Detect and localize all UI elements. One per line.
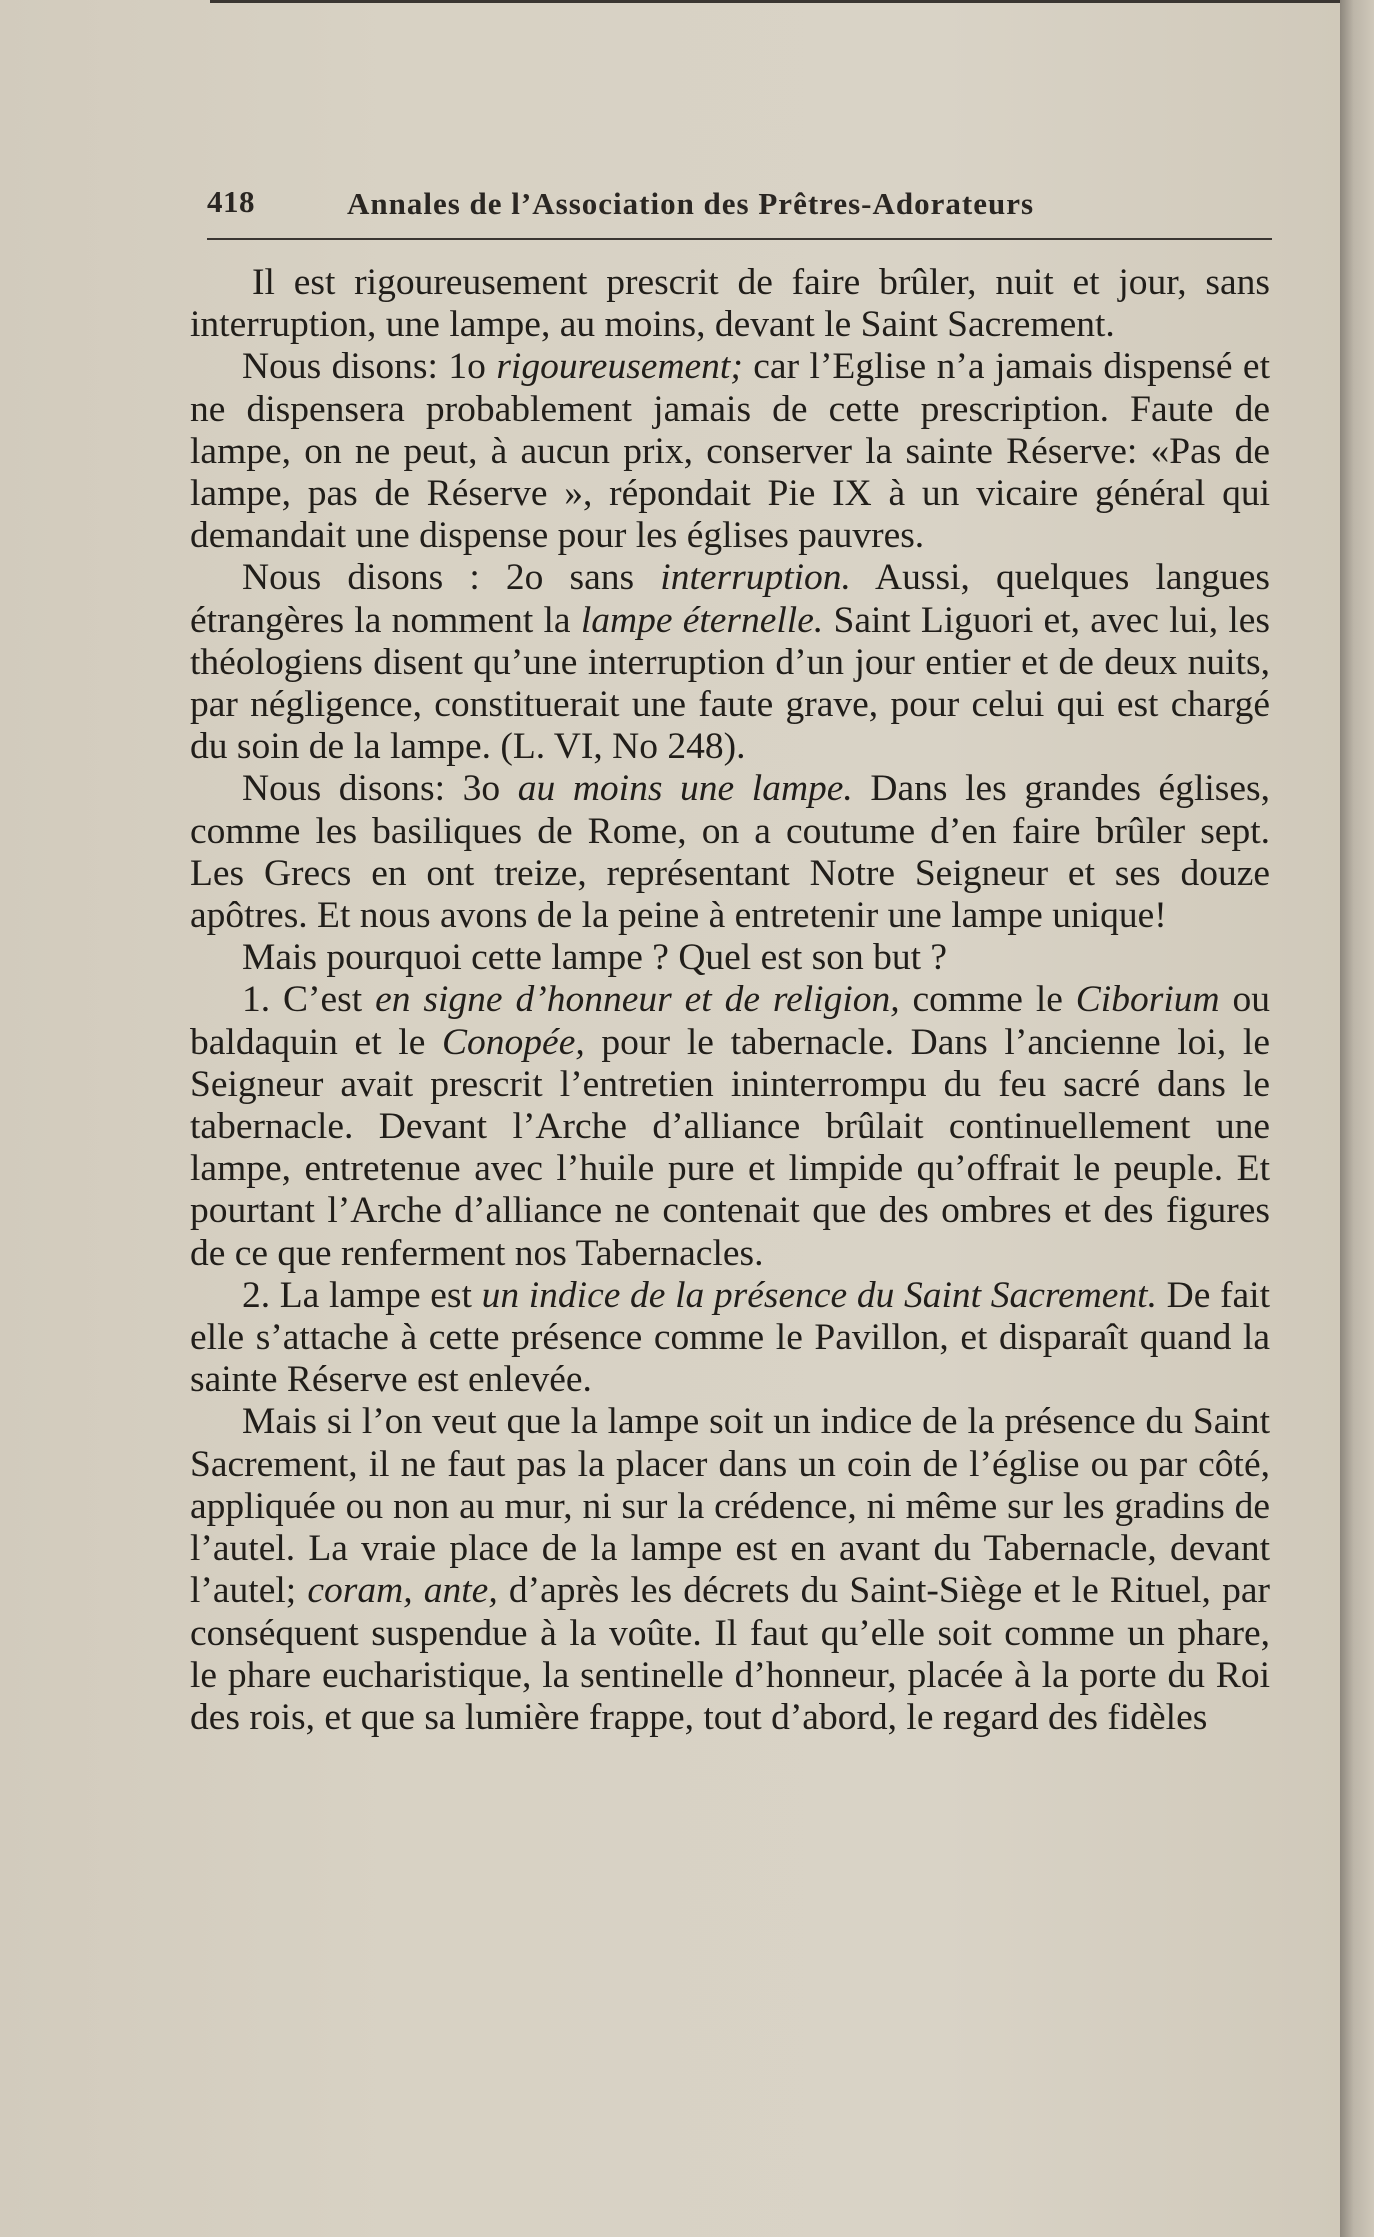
text-span: pour le tabernacle. Dans l’ancienne loi, le Seigneur avait prescrit l’entretien ininterrompu du feu sacré dans le tabernacle. Devant l’Arche d’alliance brûlait continuellement une lampe, entretenue avec l’huile pure et limpide qu’offrait le peuple. Et pourtant l’Arche d’alliance ne contenait que des ombres et des figures de ce que renferment nos Tabernacles. [190, 1021, 1270, 1274]
italic-span: interruption. [660, 557, 851, 599]
text-span: ou baldaquin et le [190, 979, 1270, 1063]
text-span: Dans les grandes églises, comme les basiliques de Rome, on a coutume d’en faire brûler sept. Les Grecs en ont treize, représentant Notre Seigneur et ses douze apôtres. Et nous avons de la peine à entretenir une lampe unique! [190, 768, 1270, 937]
text-span: Mais si l’on veut que la lampe soit un indice de la présence du Saint Sacrement, il ne faut pas la placer dans un coin de l’église ou par côté, appliquée ou non au mur, ni sur la crédence, ni même sur les gradins de l’autel. La vraie place de la lampe est en avant du Tabernacle, devant l’autel; [190, 1401, 1270, 1612]
italic-span: coram, ante, [307, 1570, 498, 1612]
paragraph-3 [190, 557, 1270, 768]
paragraph-5 [190, 937, 1270, 979]
header-rule [207, 238, 1272, 240]
italic-span: Conopée, [442, 1021, 585, 1063]
text-span: comme le [899, 979, 1076, 1021]
paragraph-4 [190, 768, 1270, 937]
text-span: d’après les décrets du Saint-Siège et le Rituel, par conséquent suspendue à la voûte. Il faut qu’elle soit comme un phare, le phare eucharistique, la sentinelle d’honneur, placée à la porte du Roi des rois, et que sa lumière frappe, tout d’abord, le regard des fidèles [190, 1570, 1270, 1738]
body-text [190, 262, 1270, 1739]
italic-span: rigoureusement; [496, 346, 743, 388]
paragraph-6 [190, 979, 1270, 1274]
text-span: De fait elle s’attache à cette présence comme le Pavillon, et disparaît quand la sainte Réserve est enlevée. [190, 1274, 1270, 1401]
text-span: Saint Liguori et, avec lui, les théologiens disent qu’une interruption d’un jour entier et de deux nuits, par négligence, constituerait une faute grave, pour celui qui est chargé du soin de la lampe. (L. VI, No 248). [190, 599, 1270, 768]
italic-span: lampe éternelle. [580, 599, 824, 641]
text-span: Nous disons: 3o [242, 768, 518, 810]
text-span: Nous disons : 2o sans [242, 557, 661, 599]
text-span: 1. C’est [242, 979, 376, 1021]
top-border [210, 0, 1340, 3]
paragraph-2 [190, 346, 1270, 557]
paragraph-8 [190, 1401, 1270, 1739]
italic-span: un indice de la présence du Saint Sacrement. [481, 1274, 1157, 1316]
italic-span: en signe d’honneur et de religion, [375, 979, 900, 1021]
text-span: Mais pourquoi cette lampe ? Quel est son but ? [242, 937, 948, 979]
text-span: Nous disons: 1o [242, 346, 497, 388]
italic-span: Ciborium [1075, 979, 1220, 1021]
page-header [207, 184, 1267, 234]
text-span: Aussi, quelques langues étrangères la nomment la [190, 557, 1270, 641]
italic-span: au moins une lampe. [517, 768, 853, 810]
text-span: 2. La lampe est [242, 1274, 482, 1316]
paragraph-7 [190, 1275, 1270, 1402]
page-edge [1340, 0, 1374, 2237]
page-number: 418 [207, 184, 255, 219]
text-span: Il est rigoureusement prescrit de faire brûler, nuit et jour, sans interruption, une lampe, au moins, devant le Saint Sacrement. [190, 262, 1270, 346]
running-title: Annales de l’Association des Prêtres-Adorateurs [347, 186, 1035, 221]
paragraph-1 [190, 262, 1270, 346]
text-span: car l’Eglise n’a jamais dispensé et ne dispensera probablement jamais de cette prescription. Faute de lampe, on ne peut, à aucun prix, conserver la sainte Réserve: «Pas de lampe, pas de Réserve », répondait Pie IX à un vicaire général qui demandait une dispense pour les églises pauvres. [190, 346, 1270, 557]
